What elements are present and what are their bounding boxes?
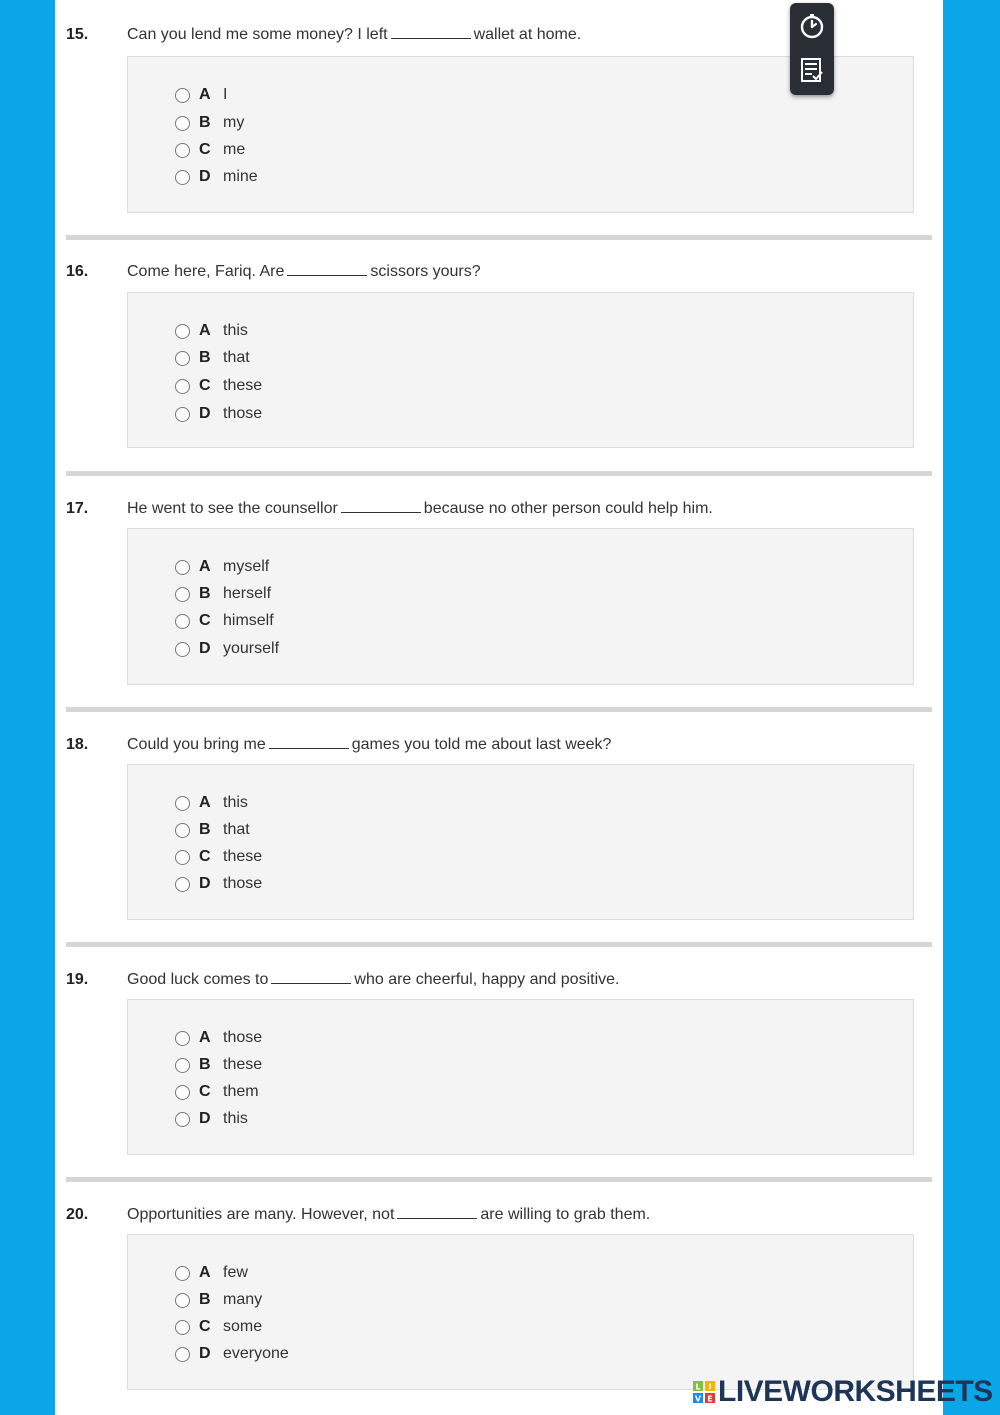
option-d[interactable]: D this — [175, 1109, 248, 1129]
svg-text:L: L — [695, 1382, 701, 1392]
option-b[interactable]: B herself — [175, 584, 271, 604]
answer-blank — [271, 971, 351, 984]
radio-button[interactable] — [175, 1112, 190, 1127]
radio-button[interactable] — [175, 143, 190, 158]
radio-button[interactable] — [175, 560, 190, 575]
option-c[interactable]: C these — [175, 376, 262, 396]
question-text: Could you bring me games you told me about last week? — [127, 736, 612, 753]
answer-blank — [341, 500, 421, 513]
question-number: 15. — [66, 26, 89, 43]
radio-button[interactable] — [175, 587, 190, 602]
brand-name: LIVEWORKSHEETS — [718, 1375, 993, 1408]
option-a[interactable]: A this — [175, 793, 248, 813]
radio-button[interactable] — [175, 642, 190, 657]
radio-button[interactable] — [175, 877, 190, 892]
options-box — [127, 1234, 914, 1390]
question-divider — [66, 942, 932, 947]
radio-button[interactable] — [175, 351, 190, 366]
timer-icon — [798, 12, 826, 40]
option-a[interactable]: A those — [175, 1028, 262, 1048]
answer-blank — [391, 26, 471, 39]
question-number: 16. — [66, 263, 89, 280]
radio-button[interactable] — [175, 407, 190, 422]
option-c[interactable]: C them — [175, 1082, 259, 1102]
question-number: 18. — [66, 736, 89, 753]
timer-button[interactable] — [795, 9, 829, 43]
option-d[interactable]: D mine — [175, 167, 258, 187]
option-d[interactable]: D those — [175, 404, 262, 424]
radio-button[interactable] — [175, 796, 190, 811]
option-c[interactable]: C some — [175, 1317, 262, 1337]
radio-button[interactable] — [175, 1031, 190, 1046]
radio-button[interactable] — [175, 1293, 190, 1308]
question-divider — [66, 707, 932, 712]
radio-button[interactable] — [175, 1320, 190, 1335]
option-b[interactable]: B my — [175, 113, 244, 133]
options-box — [127, 999, 914, 1155]
option-d[interactable]: D those — [175, 874, 262, 894]
radio-button[interactable] — [175, 379, 190, 394]
question-text: Good luck comes to who are cheerful, happy and positive. — [127, 971, 620, 988]
question-divider — [66, 235, 932, 240]
question-divider — [66, 471, 932, 476]
option-d[interactable]: D everyone — [175, 1344, 289, 1364]
option-c[interactable]: C me — [175, 140, 245, 160]
svg-text:I: I — [708, 1382, 712, 1392]
question-text: He went to see the counsellor because no other person could help him. — [127, 500, 713, 517]
option-b[interactable]: B that — [175, 348, 250, 368]
radio-button[interactable] — [175, 324, 190, 339]
radio-button[interactable] — [175, 170, 190, 185]
liveworksheets-logo-icon — [692, 1380, 716, 1404]
liveworksheets-brand — [692, 1375, 993, 1409]
options-box — [127, 292, 914, 448]
question-number: 19. — [66, 971, 89, 988]
question-text: Opportunities are many. However, not are willing to grab them. — [127, 1206, 651, 1223]
radio-button[interactable] — [175, 1266, 190, 1281]
svg-text:V: V — [694, 1394, 702, 1404]
floating-toolbar — [790, 3, 834, 95]
answer-blank — [269, 736, 349, 749]
radio-button[interactable] — [175, 88, 190, 103]
checklist-icon — [799, 56, 825, 84]
options-box — [127, 528, 914, 685]
option-b[interactable]: B many — [175, 1290, 262, 1310]
question-text: Can you lend me some money? I left wallet at home. — [127, 26, 582, 43]
option-a[interactable]: A myself — [175, 557, 269, 577]
radio-button[interactable] — [175, 823, 190, 838]
radio-button[interactable] — [175, 850, 190, 865]
option-d[interactable]: D yourself — [175, 639, 279, 659]
options-box — [127, 764, 914, 920]
radio-button[interactable] — [175, 614, 190, 629]
option-a[interactable]: A this — [175, 321, 248, 341]
option-a[interactable]: A few — [175, 1263, 248, 1283]
radio-button[interactable] — [175, 1085, 190, 1100]
question-number: 17. — [66, 500, 89, 517]
answer-blank — [287, 263, 367, 276]
option-a[interactable]: A I — [175, 85, 227, 105]
answer-blank — [397, 1206, 477, 1219]
option-c[interactable]: C these — [175, 847, 262, 867]
worksheet-page — [55, 0, 943, 1415]
question-text: Come here, Fariq. Are scissors yours? — [127, 263, 481, 280]
question-number: 20. — [66, 1206, 89, 1223]
question-divider — [66, 1177, 932, 1182]
radio-button[interactable] — [175, 1058, 190, 1073]
option-b[interactable]: B that — [175, 820, 250, 840]
checklist-button[interactable] — [795, 53, 829, 87]
radio-button[interactable] — [175, 116, 190, 131]
option-c[interactable]: C himself — [175, 611, 274, 631]
radio-button[interactable] — [175, 1347, 190, 1362]
svg-text:E: E — [707, 1394, 713, 1404]
option-b[interactable]: B these — [175, 1055, 262, 1075]
